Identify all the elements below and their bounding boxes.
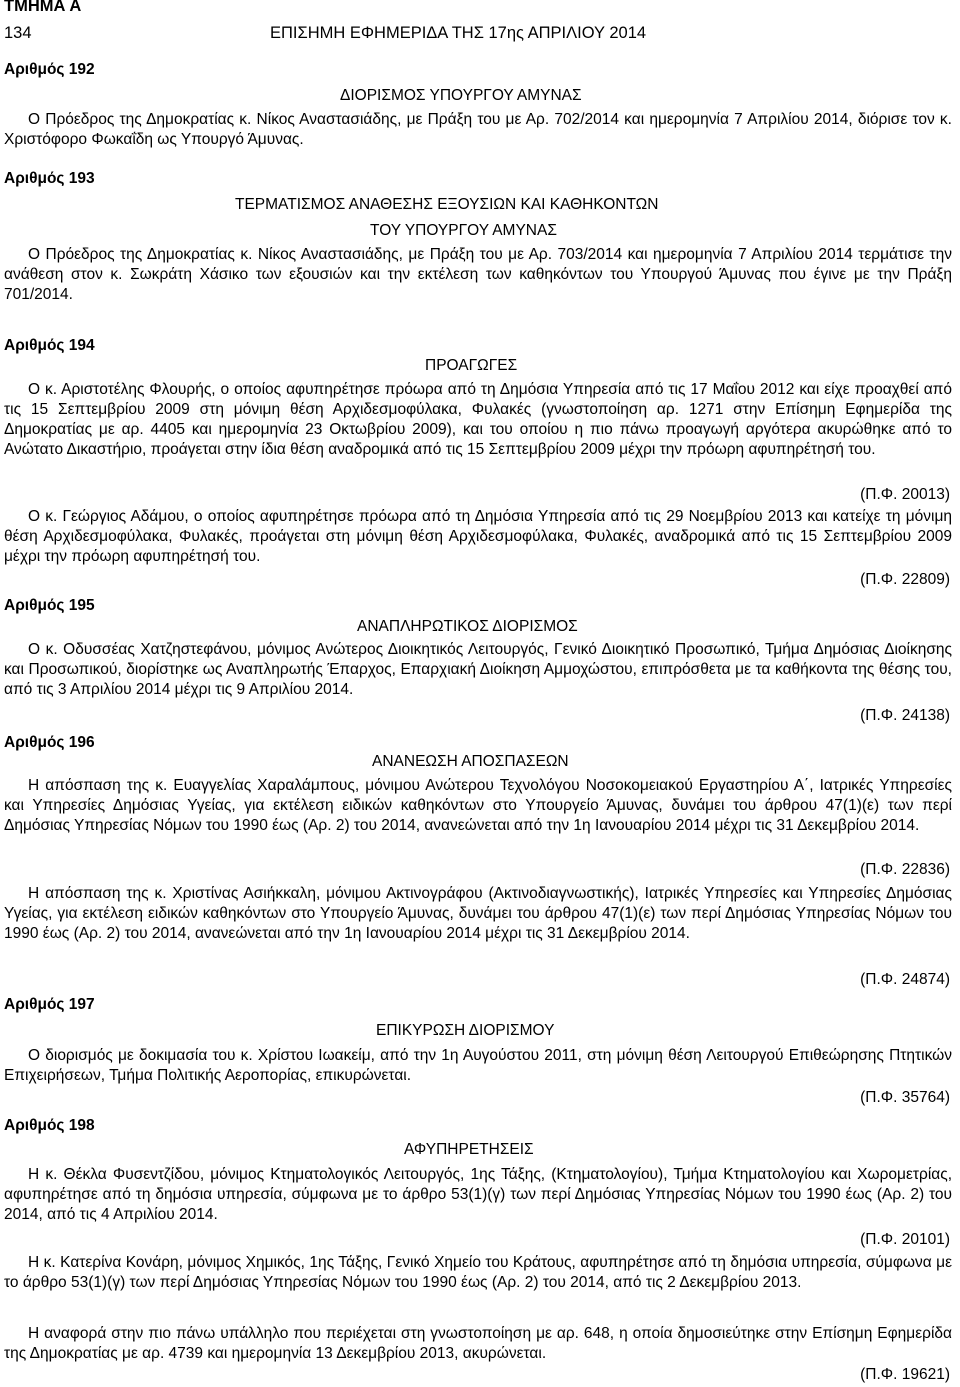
entry-number-198: Αριθμός 198 bbox=[4, 1117, 95, 1134]
entry-text-197: Ο διορισμός με δοκιμασία του κ. Χρίστου Ιωακείμ, από την 1η Αυγούστου 2011, στη μόνιμη θέση Λειτουργού Επιθεώρησης Πτητικών Επιχειρήσεων, Τμήμα Πολιτικής Αεροπορίας, επικυρώνεται. bbox=[4, 1047, 952, 1084]
entry-title-198: ΑΦΥΠΗΡΕΤΗΣΕΙΣ bbox=[404, 1141, 534, 1158]
section-label: ΤΜΗΜΑ Α bbox=[4, 0, 82, 15]
entry-title-196: ΑΝΑΝΕΩΣΗ ΑΠΟΣΠΑΣΕΩΝ bbox=[372, 753, 569, 770]
entry-text-192: Ο Πρόεδρος της Δημοκρατίας κ. Νίκος Αναστασιάδης, με Πράξη του με Αρ. 702/2014 και ημερομηνία 7 Απριλίου 2014, διόρισε τον κ. Χριστόφορο Φωκαΐδη ως Υπουργό Άμυνας. bbox=[4, 111, 952, 148]
entry-number-194: Αριθμός 194 bbox=[4, 337, 95, 354]
entry-ref-197: (Π.Φ. 35764) bbox=[860, 1089, 950, 1106]
entry-ref-194-a: (Π.Φ. 20013) bbox=[860, 486, 950, 503]
entry-ref-194-b: (Π.Φ. 22809) bbox=[860, 571, 950, 588]
entry-text-198-c: Η αναφορά στην πιο πάνω υπάλληλο που περιέχεται στη γνωστοποίηση με αρ. 648, η οποία δημοσιεύτηκε στην Επίσημη Εφημερίδα της Δημοκρατίας με αρ. 4739 και ημερομηνία 13 Δεκεμβρίου 2013, ακυρώνεται. bbox=[4, 1325, 952, 1362]
entry-number-193: Αριθμός 193 bbox=[4, 170, 95, 187]
entry-title-193-line2: ΤΟΥ ΥΠΟΥΡΓΟΥ ΑΜΥΝΑΣ bbox=[370, 222, 557, 239]
entry-text-196-b: Η απόσπαση της κ. Χριστίνας Ασιήκκαλη, μόνιμου Ακτινογράφου (Ακτινοδιαγνωστικής), Ιατρικές Υπηρεσίες και Υπηρεσίες Δημόσιας Υγείας, για εκτέλεση ειδικών καθηκόντων στο Υπουργείο Άμυνας, δυνάμει του άρθρου 47(1)(ε) των περί Δημόσιας Υπηρεσίας Νόμων του 1990 έως (Αρ. 2) του 2014, ανανεώνεται από την 1η Ιανουαρίου 2014 μέχρι τις 31 Δεκεμβρίου 2014. bbox=[4, 885, 952, 942]
entry-text-194-a: Ο κ. Αριστοτέλης Φλουρής, ο οποίος αφυπηρέτησε πρόωρα από τη Δημόσια Υπηρεσία από τις 17 Μαΐου 2012 και είχε προαχθεί από τις 15 Σεπτεμβρίου 2009 στη μόνιμη θέση Αρχιδεσμοφύλακα, Φυλακές (γνωστοποίηση αρ. 1271 στην Επίσημη Εφημερίδα της Δημοκρατίας με αρ. 4405 και ημερομηνία 23 Οκτωβρίου 2009), και του οποίου η πιο πάνω προαγωγή αργότερα ακυρώθηκε από το Ανώτατο Δικαστήριο, προάγεται στην ίδια θέση αναδρομικά από τις 15 Σεπτεμβρίου 2009 μέχρι την πρόωρη αφυπηρέτησή του. bbox=[4, 381, 952, 458]
entry-text-195: Ο κ. Οδυσσέας Χατζηστεφάνου, μόνιμος Ανώτερος Διοικητικός Λειτουργός, Γενικό Διοικητικό Προσωπικό, Τμήμα Δημόσιας Διοίκησης και Προσωπικού, διορίστηκε ως Αναπληρωτής Έπαρχος, Επαρχιακή Διοίκηση Αμμοχώστου, επιπρόσθετα με τα καθήκοντα της θέσης του, από τις 3 Απριλίου 2014 μέχρι τις 9 Απριλίου 2014. bbox=[4, 641, 952, 698]
entry-number-196: Αριθμός 196 bbox=[4, 734, 95, 751]
entry-number-197: Αριθμός 197 bbox=[4, 996, 95, 1013]
entry-number-195: Αριθμός 195 bbox=[4, 597, 95, 614]
entry-text-196-a: Η απόσπαση της κ. Ευαγγελίας Χαραλάμπους, μόνιμου Ανώτερου Τεχνολόγου Νοσοκομειακού Εργαστηρίου Α΄, Ιατρικές Υπηρεσίες και Υπηρεσίες Δημόσιας Υγείας, για εκτέλεση ειδικών καθηκόντων στο Υπουργείο Άμυνας, δυνάμει του άρθρου 47(1)(ε) των περί Δημόσιας Υπηρεσίας Νόμων του 1990 έως (Αρ. 2) του 2014, ανανεώνεται από την 1η Ιανουαρίου 2014 μέχρι τις 31 Δεκεμβρίου 2014. bbox=[4, 777, 952, 834]
entry-text-198-b: Η κ. Κατερίνα Κονάρη, μόνιμος Χημικός, 1ης Τάξης, Γενικό Χημείο του Κράτους, αφυπηρέτησε από τη δημόσια υπηρεσία, σύμφωνα με το άρθρο 53(1)(γ) των περί Δημόσιας Υπηρεσίας Νόμων του 1990 έως (Αρ. 2) του 2014, από τις 2 Δεκεμβρίου 2013. bbox=[4, 1254, 952, 1291]
entry-ref-198-b: (Π.Φ. 19621) bbox=[860, 1366, 950, 1383]
entry-text-193: Ο Πρόεδρος της Δημοκρατίας κ. Νίκος Αναστασιάδης, με Πράξη του με Αρ. 703/2014 και ημερομηνία 7 Απριλίου 2014 τερμάτισε την ανάθεση στον κ. Σωκράτη Χάσικο των εξουσιών και την εκτέλεση των καθηκόντων του Υπουργού Άμυνας που έγινε με την Πράξη 701/2014. bbox=[4, 246, 952, 303]
entry-number-192: Αριθμός 192 bbox=[4, 61, 95, 78]
entry-title-194: ΠΡΟΑΓΩΓΕΣ bbox=[425, 357, 518, 374]
entry-title-193-line1: ΤΕΡΜΑΤΙΣΜΟΣ ΑΝΑΘΕΣΗΣ ΕΞΟΥΣΙΩΝ ΚΑΙ ΚΑΘΗΚΟΝΤΩΝ bbox=[235, 196, 659, 213]
entry-title-197: ΕΠΙΚΥΡΩΣΗ ΔΙΟΡΙΣΜΟΥ bbox=[376, 1022, 555, 1039]
page-number: 134 bbox=[4, 24, 32, 42]
gazette-title: ΕΠΙΣΗΜΗ ΕΦΗΜΕΡΙΔΑ ΤΗΣ 17ης ΑΠΡΙΛΙΟΥ 2014 bbox=[270, 24, 647, 42]
entry-text-194-b: Ο κ. Γεώργιος Αδάμου, ο οποίος αφυπηρέτησε πρόωρα από τη Δημόσια Υπηρεσία από τις 29 Νοεμβρίου 2013 και κατείχε τη μόνιμη θέση Αρχιδεσμοφύλακα, Φυλακές, προάγεται στη μόνιμη θέση Αρχιδεσμοφύλακα, Φυλακές, αναδρομικά από τις 15 Σεπτεμβρίου 2009 μέχρι την πρόωρη αφυπηρέτησή του. bbox=[4, 508, 952, 565]
entry-ref-196-a: (Π.Φ. 22836) bbox=[860, 861, 950, 878]
entry-text-198-a: Η κ. Θέκλα Φυσεντζίδου, μόνιμος Κτηματολογικός Λειτουργός, 1ης Τάξης, (Κτηματολογίου), Τμήμα Κτηματολογίου και Χωρομετρίας, αφυπηρέτησε από τη δημόσια υπηρεσία, σύμφωνα με το άρθρο 53(1)(γ) των περί Δημόσιας Υπηρεσίας Νόμων του 1990 έως (Αρ. 2) του 2014, από τις 4 Απριλίου 2014. bbox=[4, 1166, 952, 1223]
entry-ref-196-b: (Π.Φ. 24874) bbox=[860, 971, 950, 988]
entry-ref-198-a: (Π.Φ. 20101) bbox=[860, 1231, 950, 1248]
entry-title-192: ΔΙΟΡΙΣΜΟΣ ΥΠΟΥΡΓΟΥ ΑΜΥΝΑΣ bbox=[340, 87, 582, 104]
entry-ref-195: (Π.Φ. 24138) bbox=[860, 707, 950, 724]
entry-title-195: ΑΝΑΠΛΗΡΩΤΙΚΟΣ ΔΙΟΡΙΣΜΟΣ bbox=[357, 618, 578, 635]
